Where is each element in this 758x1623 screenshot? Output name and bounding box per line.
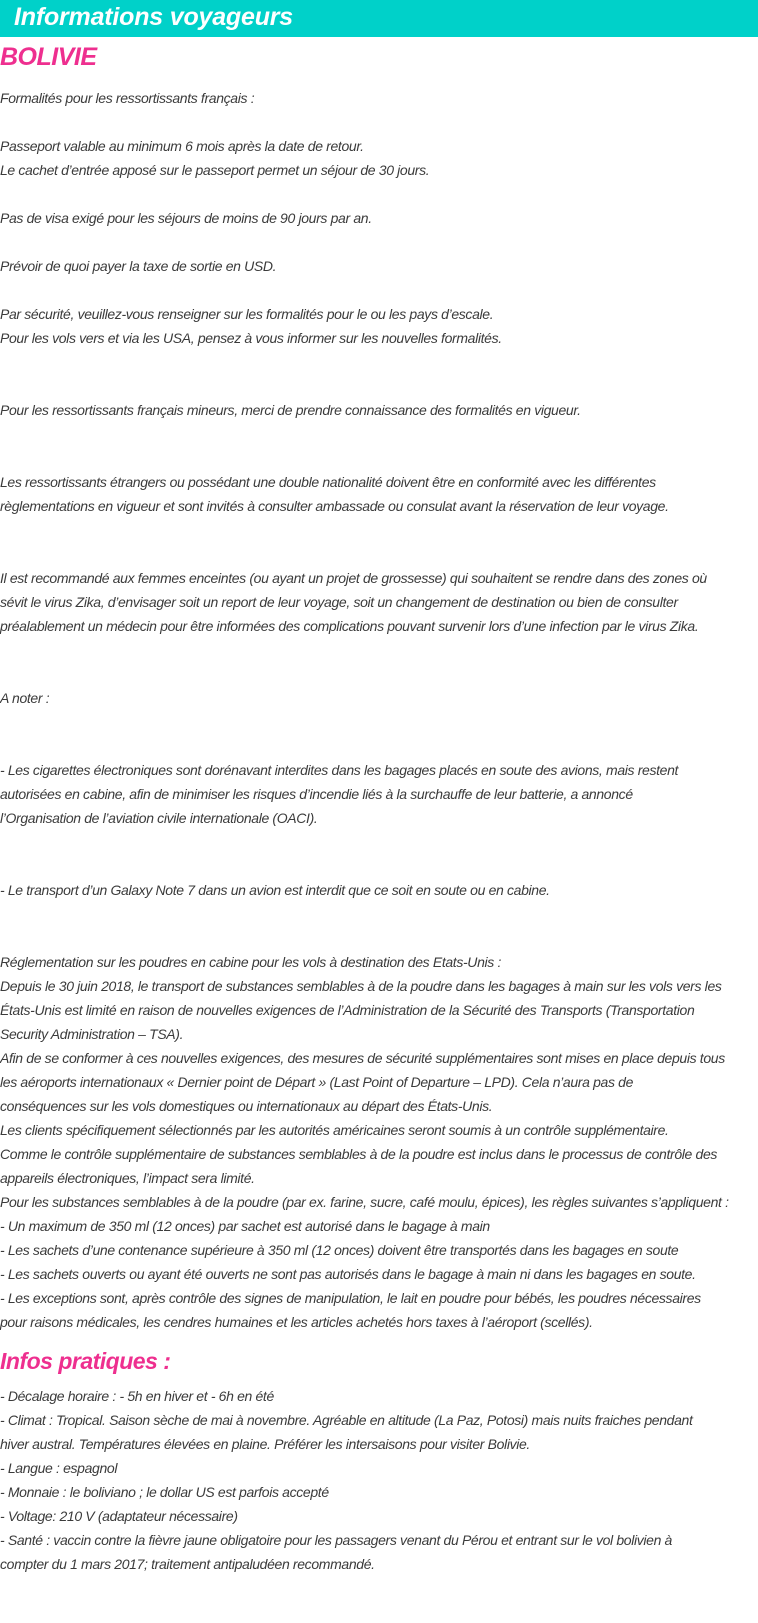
info-line: - Climat : Tropical. Saison sèche de mai à novembre. Agréable en altitude (La Paz, Potosi) mais nuits fraiches pendant (0, 1412, 693, 1428)
zika-line: sévit le virus Zika, d’envisager soit un report de leur voyage, soit un changement de destination ou bien de consulter (0, 594, 678, 610)
page-title: Informations voyageurs (14, 3, 293, 31)
country-title: BOLIVIE (0, 43, 97, 71)
powder-line: Pour les substances semblables à de la poudre (par ex. farine, sucre, café moulu, épices), les règles suivantes s’appliquent : (0, 1194, 729, 1210)
foreigners-line: Les ressortissants étrangers ou possédant une double nationalité doivent être en conformité avec les différentes (0, 474, 656, 490)
powder-line: - Un maximum de 350 ml (12 onces) par sachet est autorisé dans le bagage à main (0, 1218, 490, 1234)
header-bar (0, 0, 758, 37)
info-line: - Décalage horaire : - 5h en hiver et - 6h en été (0, 1388, 274, 1404)
ecig-line: autorisées en cabine, afin de minimiser les risques d’incendie liés à la surchauffe de leur batterie, a annoncé (0, 786, 633, 802)
info-line: - Monnaie : le boliviano ; le dollar US est parfois accepté (0, 1484, 329, 1500)
powder-line: appareils électroniques, l’impact sera limité. (0, 1170, 255, 1186)
galaxy-line: - Le transport d’un Galaxy Note 7 dans un avion est interdit que ce soit en soute ou en cabine. (0, 882, 550, 898)
powder-line: Les clients spécifiquement sélectionnés par les autorités américaines seront soumis à un contrôle supplémentaire. (0, 1122, 669, 1138)
info-line: - Santé : vaccin contre la fièvre jaune obligatoire pour les passagers venant du Pérou et entrant sur le vol bolivien à (0, 1532, 672, 1548)
info-line: hiver austral. Températures élevées en plaine. Préférer les intersaisons pour visiter Bolivie. (0, 1436, 530, 1452)
security-line: Pour les vols vers et via les USA, pensez à vous informer sur les nouvelles formalités. (0, 330, 502, 346)
zika-line: préalablement un médecin pour être informées des complications pouvant survenir lors d’une infection par le virus Zika. (0, 618, 699, 634)
powder-line: Security Administration – TSA). (0, 1026, 184, 1042)
info-line: - Langue : espagnol (0, 1460, 118, 1476)
zika-line: Il est recommandé aux femmes enceintes (ou ayant un projet de grossesse) qui souhaitent se rendre dans des zones où (0, 570, 707, 586)
powder-line: les aéroports internationaux « Dernier point de Départ » (Last Point of Departure – LPD). Cela n’aura pas de (0, 1074, 634, 1090)
ecig-line: - Les cigarettes électroniques sont dorénavant interdites dans les bagages placés en soute des avions, mais restent (0, 762, 679, 778)
passport-line: Le cachet d’entrée apposé sur le passeport permet un séjour de 30 jours. (0, 162, 430, 178)
formalites-intro: Formalités pour les ressortissants français : (0, 90, 255, 106)
tax-line: Prévoir de quoi payer la taxe de sortie en USD. (0, 258, 277, 274)
note-heading: A noter : (0, 690, 50, 706)
powder-line: Réglementation sur les poudres en cabine pour les vols à destination des Etats-Unis : (0, 954, 501, 970)
powder-line: - Les sachets ouverts ou ayant été ouverts ne sont pas autorisés dans le bagage à main ni dans les bagages en soute. (0, 1266, 696, 1282)
security-line: Par sécurité, veuillez-vous renseigner sur les formalités pour le ou les pays d’escale. (0, 306, 494, 322)
info-line: compter du 1 mars 2017; traitement antipaludéen recommandé. (0, 1556, 375, 1572)
ecig-line: l’Organisation de l’aviation civile internationale (OACI). (0, 810, 318, 826)
passport-line: Passeport valable au minimum 6 mois après la date de retour. (0, 138, 364, 154)
powder-line: Afin de se conformer à ces nouvelles exigences, des mesures de sécurité supplémentaires sont mises en place depuis tous (0, 1050, 725, 1066)
main-content (0, 86, 758, 1576)
powder-line: conséquences sur les vols domestiques ou internationaux au départ des États-Unis. (0, 1098, 493, 1114)
powder-line: pour raisons médicales, les cendres humaines et les articles achetés hors taxes à l’aéroport (scellés). (0, 1314, 593, 1330)
powder-line: Depuis le 30 juin 2018, le transport de substances semblables à de la poudre dans les bagages à main sur les vols vers les (0, 978, 722, 994)
infos-pratiques-title: Infos pratiques : (0, 1348, 171, 1374)
powder-line: - Les sachets d’une contenance supérieure à 350 ml (12 onces) doivent être transportés dans les bagages en soute (0, 1242, 679, 1258)
powder-line: États-Unis est limité en raison de nouvelles exigences de l’Administration de la Sécurité des Transports (Transportation (0, 1002, 695, 1018)
info-line: - Voltage: 210 V (adaptateur nécessaire) (0, 1508, 238, 1524)
visa-line: Pas de visa exigé pour les séjours de moins de 90 jours par an. (0, 210, 372, 226)
foreigners-line: règlementations en vigueur et sont invités à consulter ambassade ou consulat avant la réservation de leur voyage. (0, 498, 669, 514)
powder-line: - Les exceptions sont, après contrôle des signes de manipulation, le lait en poudre pour bébés, les poudres nécessaires (0, 1290, 701, 1306)
minors-line: Pour les ressortissants français mineurs, merci de prendre connaissance des formalités en vigueur. (0, 402, 581, 418)
powder-line: Comme le contrôle supplémentaire de substances semblables à de la poudre est inclus dans le processus de contrôle des (0, 1146, 718, 1162)
